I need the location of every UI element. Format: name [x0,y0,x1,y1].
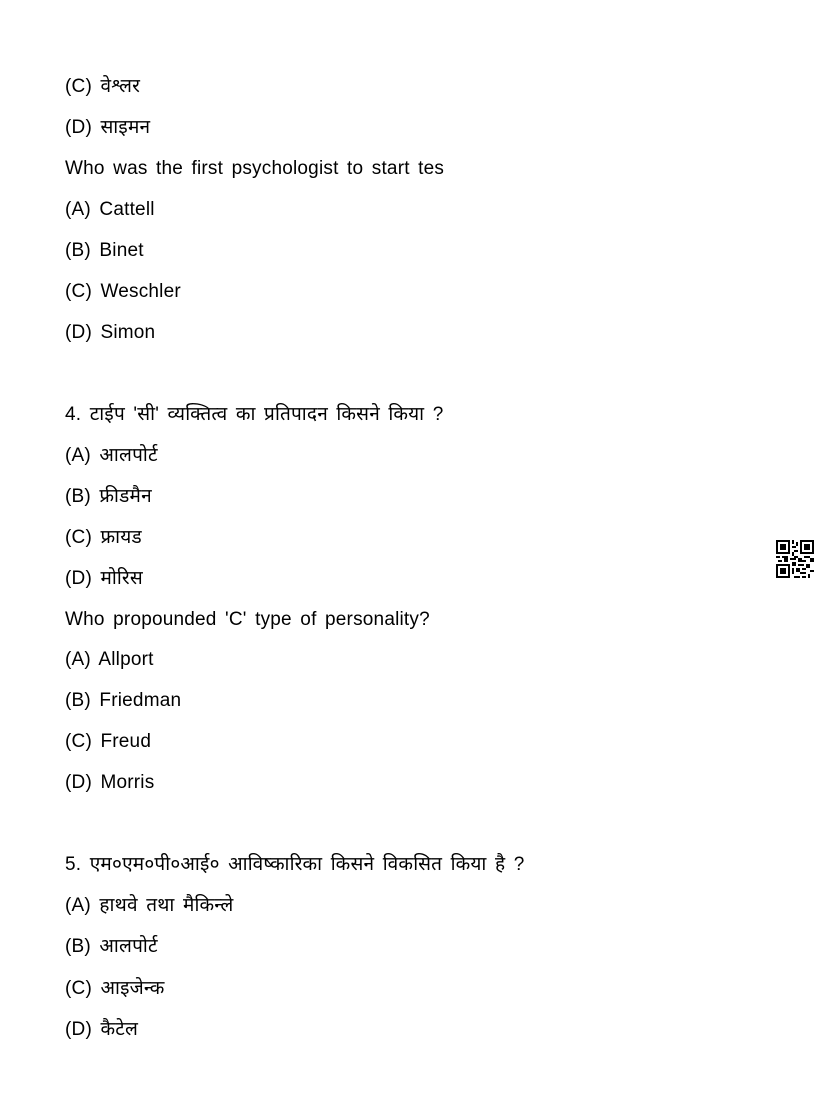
q3-hindi-option-c: (C) वेश्लर [65,76,141,97]
q5-hindi-option-a: (A) हाथवे तथा मैकिन्ले [65,895,234,916]
q4-english-question: Who propounded 'C' type of personality? [65,609,430,630]
q5-hindi-question: 5. एम०एम०पी०आई० आविष्कारिका किसने विकसित किया है ? [65,854,525,875]
q4-english-option-a: (A) Allport [65,649,154,670]
q5-hindi-option-d: (D) कैटेल [65,1019,139,1040]
q4-english-option-d: (D) Morris [65,772,155,793]
q3-english-option-c: (C) Weschler [65,281,181,302]
q5-hindi-option-b: (B) आलपोर्ट [65,936,158,957]
q4-hindi-option-a: (A) आलपोर्ट [65,445,158,466]
q4-hindi-option-d: (D) मोरिस [65,568,143,589]
q3-english-option-d: (D) Simon [65,322,156,343]
q3-english-option-b: (B) Binet [65,240,144,261]
q5-hindi-option-c: (C) आइजेन्क [65,978,165,999]
q3-hindi-option-d: (D) साइमन [65,117,151,138]
q4-english-option-c: (C) Freud [65,731,152,752]
q3-english-question: Who was the first psychologist to start tes [65,158,445,179]
q4-hindi-option-c: (C) फ्रायड [65,527,142,548]
qr-code-icon [776,540,814,578]
q4-english-option-b: (B) Friedman [65,690,182,711]
q4-hindi-question: 4. टाईप 'सी' व्यक्तित्व का प्रतिपादन किसने किया ? [65,404,444,425]
q4-hindi-option-b: (B) फ्रीडमैन [65,486,152,507]
q3-english-option-a: (A) Cattell [65,199,155,220]
